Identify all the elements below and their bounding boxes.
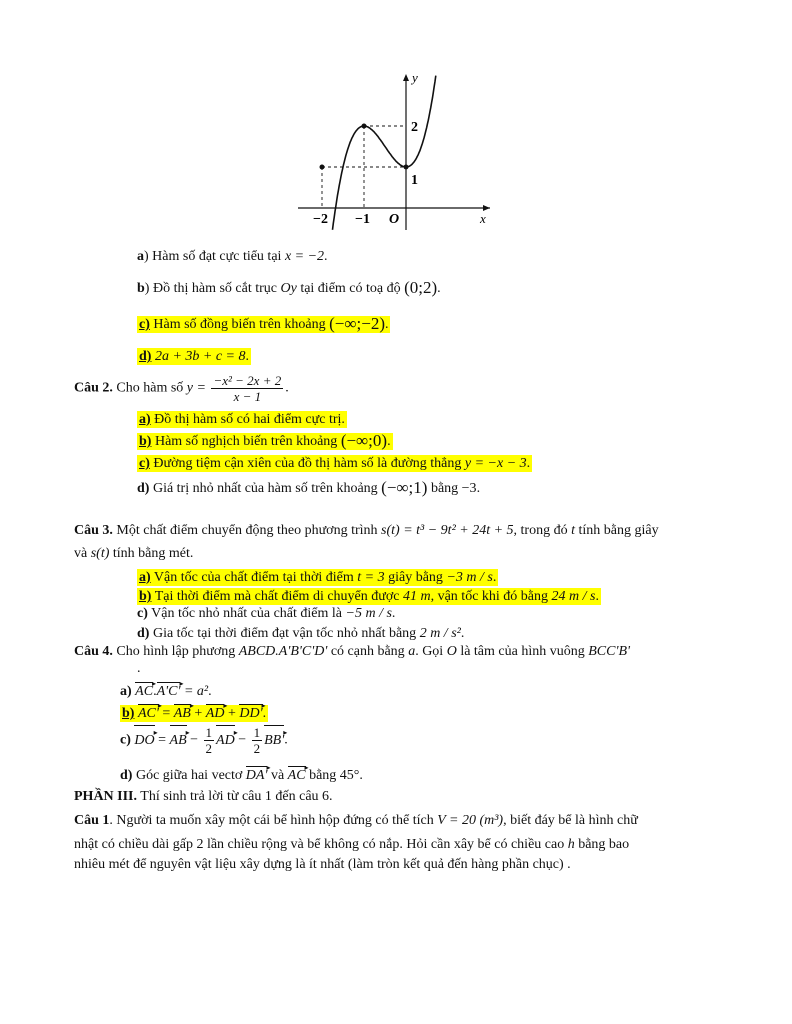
point-0-1 [404,165,409,170]
q4-option-a: a) AC ▸.A'C' ▸ = a². [120,683,212,701]
point-neg2-1 [320,165,325,170]
q1-option-d: d) 2a + 3b + c = 8. [139,349,250,364]
q2-option-b: b) Hàm số nghịch biến trên khoảng (−∞;0). [139,431,391,450]
q4-stem: Câu 4. Cho hình lập phương ABCD.A'B'C'D' có cạnh bằng a. Gọi O là tâm của hình vuông BCC'B' [74,644,631,659]
y-tick-label: 2 [411,120,418,135]
function-curve [333,76,436,230]
q3-option-a: a) Vận tốc của chất điểm tại thời điểm t = 3 giây bằng −3 m / s. [139,570,497,585]
q2-option-d: d) Giá trị nhỏ nhất của hàm số trên khoảng (−∞;1) bằng −3. [137,478,481,497]
y-axis-label: y [412,70,418,85]
p1-line3: nhiêu mét để nguyên vật liệu xây dựng là ít nhất (làm tròn kết quả đến hàng phần chục) . [74,857,571,872]
q4-option-b: b) AC' ▸ = AB ▸ + AD ▸ + DD' ▸. [120,705,268,723]
point-neg1-2 [362,124,367,129]
q3-option-d: d) Gia tốc tại thời điểm đạt vận tốc nhỏ nhất bằng 2 m / s². [137,626,465,641]
origin-label: O [389,212,400,227]
q3-stem-line2: và s(t) tính bằng mét. [74,546,194,561]
q2-stem: Câu 2. Cho hàm số y = $\frac{\text{−x² − 2x + 2}}{x - 1}$ . [74,373,289,404]
p1-line2: nhật có chiều dài gấp 2 lần chiều rộng và bể không có nắp. Hỏi cần xây bể có chiều cao h bằng bao [74,837,630,852]
y-axis-arrow [403,74,409,81]
q2-option-c: c) Đường tiệm cận xiên của đồ thị hàm số là đường thẳng y = −x − 3. [139,456,531,471]
x-tick-label: −1 [355,212,370,227]
q3-stem-line1: Câu 3. Một chất điểm chuyển động theo phương trình s(t) = t³ − 9t² + 24t + 5, trong đó t tính bằng giây [74,523,659,538]
function-graph [290,68,500,233]
x-tick-label: −2 [313,212,328,227]
q1-option-a: a) Hàm số đạt cực tiểu tại x = −2. [137,249,328,264]
part3-heading: PHẦN III. Thí sinh trả lời từ câu 1 đến câu 6. [74,789,333,804]
q4-option-d: d) Góc giữa hai vectơ DA' ▸ và AC ▸ bằng 45°. [120,767,363,785]
p1-line1: Câu 1. Người ta muốn xây một cái bể hình hộp đứng có thể tích V = 20 (m³), biết đáy bể là hình chữ [74,813,638,828]
q1-option-c: c) Hàm số đồng biến trên khoảng (−∞;−2). [139,314,389,333]
q3-option-b: b) Tại thời điểm mà chất điểm di chuyển được 41 m, vận tốc khi đó bằng 24 m / s. [139,589,599,604]
x-axis-label: x [480,211,486,226]
q3-option-c: c) Vận tốc nhỏ nhất của chất điểm là −5 m / s. [137,606,396,621]
y-tick-label: 1 [411,173,418,188]
q2-option-a: a) Đồ thị hàm số có hai điểm cực trị. [139,412,345,427]
q4-option-c: c) DO ▸ = AB ▸ − $\frac{1}{2}$ AD ▸ − $\frac{1}{2}$ BB' ▸. [120,725,288,756]
q4-stem-dot: . [137,661,141,676]
q1-option-b: b) Đồ thị hàm số cắt trục Oy tại điểm có toạ độ (0;2). [137,278,441,297]
